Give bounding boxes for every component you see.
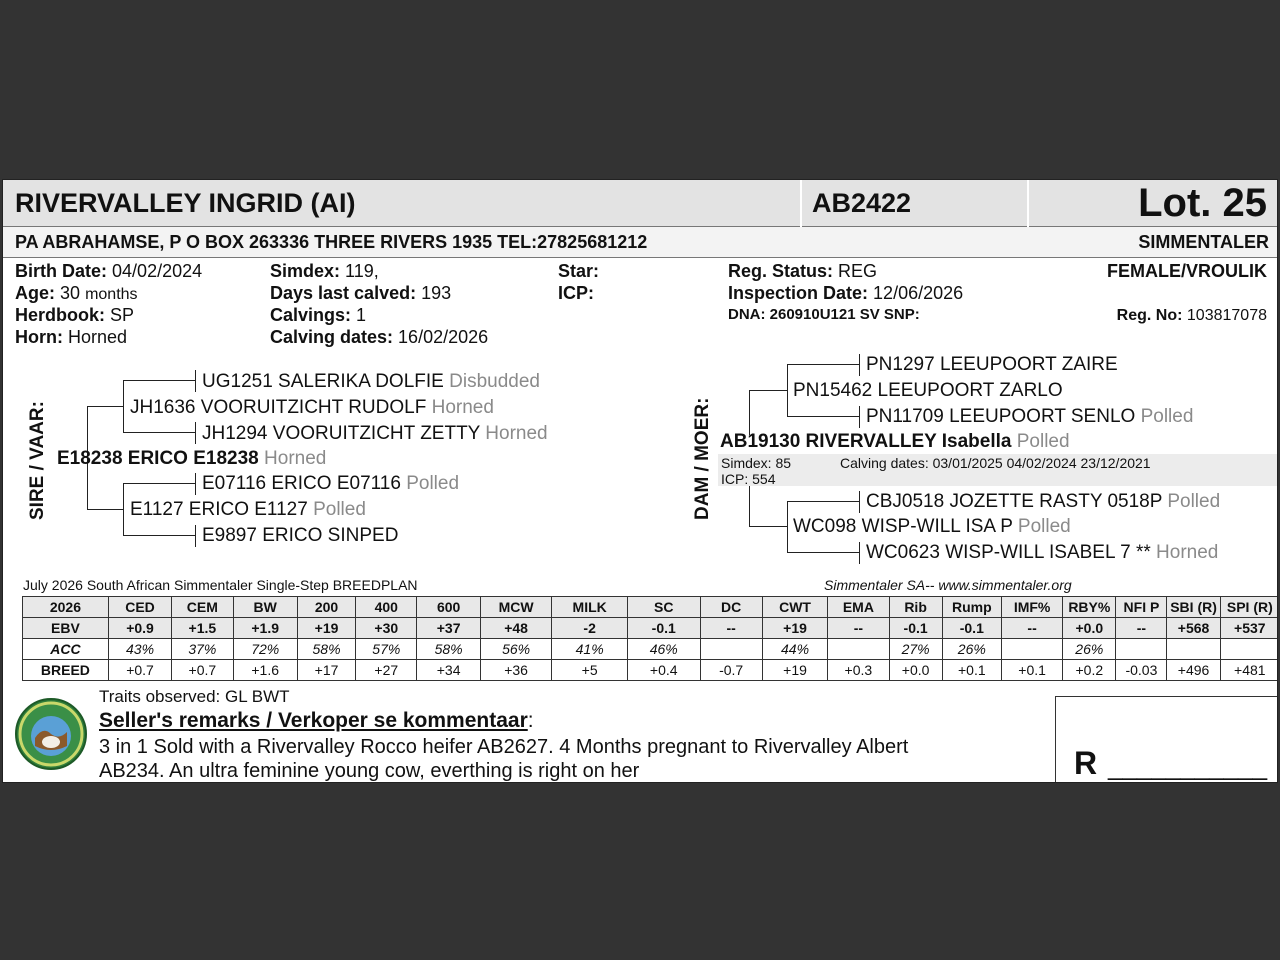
- table-cell: 26%: [1063, 639, 1116, 660]
- remarks-line-2: AB234. An ultra feminine young cow, everthing is right on her: [99, 760, 640, 782]
- reg-status: Reg. Status: REG: [728, 261, 878, 281]
- owner-bar: [3, 227, 1278, 258]
- table-cell: 200: [297, 597, 355, 618]
- table-cell: +537: [1220, 618, 1278, 639]
- table-row-label: 2026: [23, 597, 109, 618]
- table-row-label: ACC: [23, 639, 109, 660]
- inspection-date: Inspection Date: 12/06/2026: [728, 283, 964, 303]
- table-cell: SBI (R): [1167, 597, 1220, 618]
- table-cell: +17: [297, 660, 355, 681]
- table-cell: +19: [297, 618, 355, 639]
- sire-side-label: SIRE / VAAR:: [27, 401, 48, 520]
- sex: FEMALE/VROULIK: [1107, 261, 1267, 281]
- header-lot-cell: [1029, 180, 1278, 227]
- table-cell: [1001, 639, 1062, 660]
- sire-sire-dam: JH1294 VOORUITZICHT ZETTY Horned: [202, 423, 548, 444]
- animal-name: RIVERVALLEY INGRID (AI): [15, 188, 356, 218]
- table-cell: --: [828, 618, 889, 639]
- remarks-line-1: 3 in 1 Sold with a Rivervalley Rocco heifer AB2627. 4 Months pregnant to Rivervalley Albert: [99, 736, 909, 758]
- table-cell: +0.1: [1001, 660, 1062, 681]
- breed-label: SIMMENTALER: [1138, 232, 1269, 252]
- sire-dam: E1127 ERICO E1127 Polled: [130, 499, 366, 520]
- table-cell: [1220, 639, 1278, 660]
- dam-icp: ICP: 554: [721, 471, 776, 487]
- table-cell: -0.03: [1116, 660, 1167, 681]
- table-cell: -0.1: [627, 618, 700, 639]
- table-cell: -0.1: [889, 618, 942, 639]
- table-cell: +0.4: [627, 660, 700, 681]
- table-cell: +48: [480, 618, 552, 639]
- table-cell: 27%: [889, 639, 942, 660]
- dam-dam-sire: CBJ0518 JOZETTE RASTY 0518P Polled: [866, 491, 1221, 512]
- table-cell: +5: [552, 660, 628, 681]
- table-cell: SC: [627, 597, 700, 618]
- dam-dam: WC098 WISP-WILL ISA P Polled: [793, 516, 1071, 537]
- simdex: Simdex: 119,: [270, 261, 379, 281]
- breedplan-website: Simmentaler SA-- www.simmentaler.org: [824, 577, 1072, 593]
- table-cell: 46%: [627, 639, 700, 660]
- signature-line[interactable]: ___________: [1108, 751, 1268, 781]
- table-cell: 26%: [942, 639, 1001, 660]
- table-cell: +36: [480, 660, 552, 681]
- table-cell: -0.7: [700, 660, 762, 681]
- dam-sire-sire: PN1297 LEEUPOORT ZAIRE: [866, 354, 1118, 375]
- table-cell: 56%: [480, 639, 552, 660]
- line: [123, 380, 196, 381]
- table-cell: +0.0: [1063, 618, 1116, 639]
- table-cell: 72%: [233, 639, 297, 660]
- table-cell: --: [700, 618, 762, 639]
- table-cell: +0.7: [172, 660, 233, 681]
- table-cell: --: [1001, 618, 1062, 639]
- table-cell: [1167, 639, 1220, 660]
- table-cell: +0.1: [942, 660, 1001, 681]
- dam-calving-dates: Calving dates: 03/01/2025 04/02/2024 23/12/2021: [840, 455, 1151, 471]
- table-cell: BW: [233, 597, 297, 618]
- dam-name: AB19130 RIVERVALLEY Isabella Polled: [720, 431, 1070, 452]
- age: Age: 30 months: [15, 283, 138, 303]
- table-cell: +19: [762, 618, 827, 639]
- table-row-label: BREED: [23, 660, 109, 681]
- dam-simdex: Simdex: 85: [721, 455, 792, 471]
- table-cell: 44%: [762, 639, 827, 660]
- table-cell: MILK: [552, 597, 628, 618]
- dam-dam-dam: WC0623 WISP-WILL ISABEL 7 ** Horned: [866, 542, 1219, 563]
- table-cell: +1.6: [233, 660, 297, 681]
- simmentaler-sa-logo-icon: [15, 698, 87, 770]
- owner-address: PA ABRAHAMSE, P O BOX 263336 THREE RIVERS 1935 TEL:27825681212: [15, 232, 648, 252]
- sire-sire-sire: UG1251 SALERIKA DOLFIE Disbudded: [202, 371, 540, 392]
- table-cell: EMA: [828, 597, 889, 618]
- table-cell: +30: [356, 618, 417, 639]
- table-cell: +0.0: [889, 660, 942, 681]
- table-cell: CEM: [172, 597, 233, 618]
- sire-dam-dam: E9897 ERICO SINPED: [202, 525, 399, 546]
- sire-dam-sire: E07116 ERICO E07116 Polled: [202, 473, 460, 494]
- table-cell: [1116, 639, 1167, 660]
- header-name-cell: [3, 180, 800, 227]
- birth-date: Birth Date: 04/02/2024: [15, 261, 203, 281]
- dam-sire-dam: PN11709 LEEUPOORT SENLO Polled: [866, 406, 1194, 427]
- sire-name: E18238 ERICO E18238 Horned: [57, 448, 327, 469]
- table-cell: 58%: [297, 639, 355, 660]
- reg-number: Reg. No: 103817078: [1116, 307, 1267, 324]
- calving-dates: Calving dates: 16/02/2026: [270, 327, 489, 347]
- table-cell: CED: [108, 597, 171, 618]
- signature-letter: R: [1074, 745, 1098, 781]
- table-cell: +19: [762, 660, 827, 681]
- table-cell: +34: [417, 660, 480, 681]
- table-cell: 43%: [108, 639, 171, 660]
- traits-observed: Traits observed: GL BWT: [99, 687, 290, 706]
- table-cell: 400: [356, 597, 417, 618]
- dna-info: DNA: 260910U121 SV SNP:: [728, 306, 920, 323]
- table-cell: -2: [552, 618, 628, 639]
- ebv-breed-average-row: [23, 660, 1279, 681]
- header-code-cell: [802, 180, 1027, 227]
- table-cell: 600: [417, 597, 480, 618]
- table-cell: 57%: [356, 639, 417, 660]
- table-cell: RBY%: [1063, 597, 1116, 618]
- table-cell: +37: [417, 618, 480, 639]
- table-cell: +27: [356, 660, 417, 681]
- sire-sire: JH1636 VOORUITZICHT RUDOLF Horned: [130, 397, 494, 418]
- ebv-values-row: [23, 618, 1279, 639]
- table-cell: Rump: [942, 597, 1001, 618]
- table-cell: 41%: [552, 639, 628, 660]
- table-cell: NFI P: [1116, 597, 1167, 618]
- table-cell: MCW: [480, 597, 552, 618]
- horn-status: Horn: Horned: [15, 327, 128, 347]
- breedplan-caption: July 2026 South African Simmentaler Single-Step BREEDPLAN: [23, 577, 418, 593]
- dam-side-label: DAM / MOER:: [692, 397, 713, 520]
- table-cell: +568: [1167, 618, 1220, 639]
- calvings: Calvings: 1: [270, 305, 367, 325]
- table-cell: +1.5: [172, 618, 233, 639]
- table-cell: --: [1116, 618, 1167, 639]
- table-cell: 58%: [417, 639, 480, 660]
- remarks-heading: Seller's remarks / Verkoper se kommentaar:: [99, 709, 534, 732]
- table-cell: 37%: [172, 639, 233, 660]
- table-cell: +1.9: [233, 618, 297, 639]
- table-cell: Rib: [889, 597, 942, 618]
- star-label: Star:: [558, 261, 600, 281]
- table-cell: +481: [1220, 660, 1278, 681]
- table-cell: SPI (R): [1220, 597, 1278, 618]
- lot-card: [2, 179, 1278, 783]
- ebv-header-row: [23, 597, 1279, 618]
- signature-box: [1055, 696, 1278, 783]
- ebv-accuracy-row: [23, 639, 1279, 660]
- lot-number: Lot. 25: [1138, 181, 1267, 225]
- days-last-calved: Days last calved: 193: [270, 283, 452, 303]
- table-cell: DC: [700, 597, 762, 618]
- table-cell: +496: [1167, 660, 1220, 681]
- icp-label: ICP:: [558, 283, 594, 303]
- table-cell: [828, 639, 889, 660]
- dam-sire: PN15462 LEEUPOORT ZARLO: [793, 380, 1063, 401]
- table-cell: +0.3: [828, 660, 889, 681]
- table-cell: +0.7: [108, 660, 171, 681]
- animal-code: AB2422: [812, 188, 912, 218]
- table-cell: CWT: [762, 597, 827, 618]
- table-row-label: EBV: [23, 618, 109, 639]
- table-cell: +0.9: [108, 618, 171, 639]
- table-cell: [700, 639, 762, 660]
- ebv-table: [22, 596, 1278, 681]
- table-cell: -0.1: [942, 618, 1001, 639]
- herdbook: Herdbook: SP: [15, 305, 135, 325]
- table-cell: IMF%: [1001, 597, 1062, 618]
- table-cell: +0.2: [1063, 660, 1116, 681]
